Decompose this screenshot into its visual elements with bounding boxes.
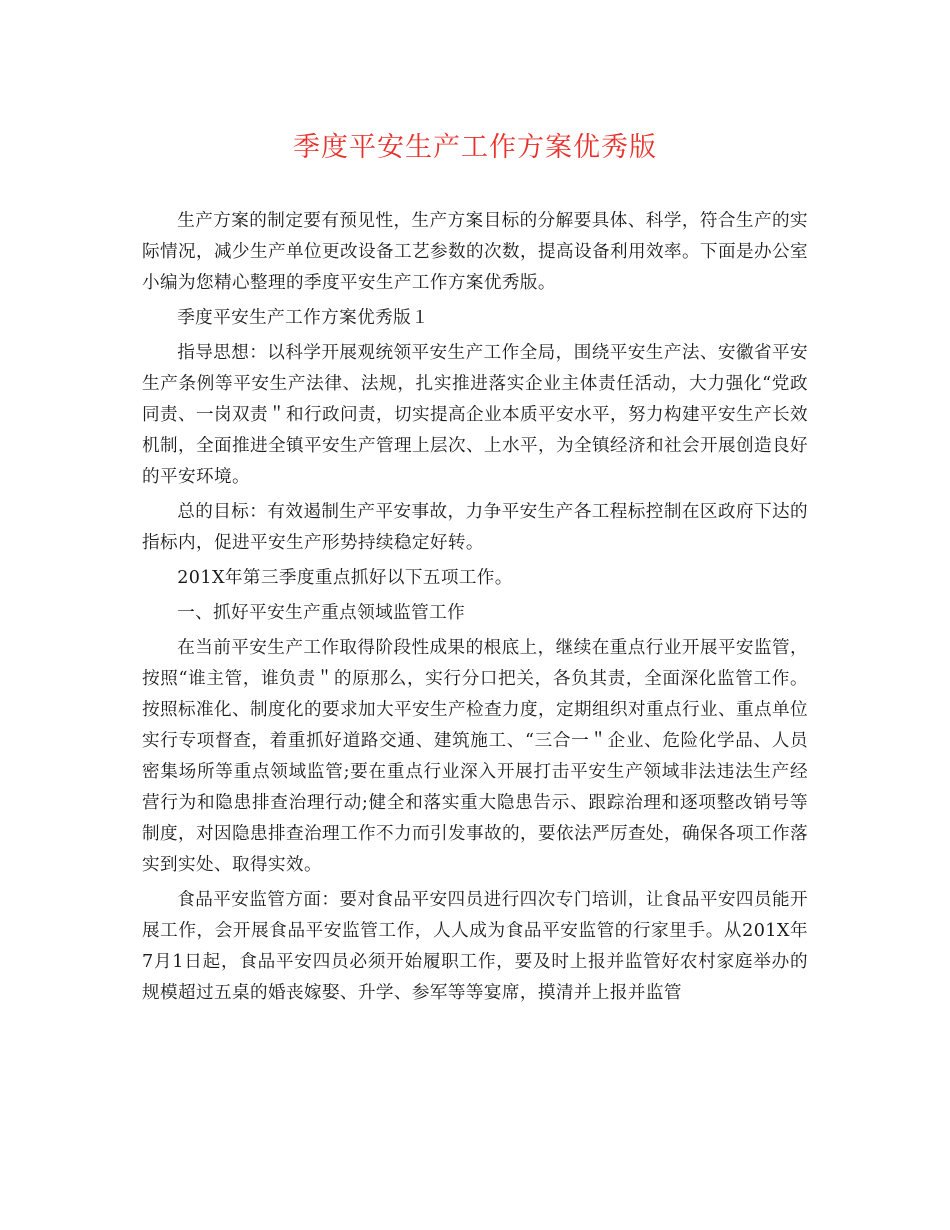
document-body	[142, 206, 808, 1013]
paragraph-intro: 生产方案的制定要有预见性，生产方案目标的分解要具体、科学，符合生产的实际情况，减少生产单位更改设备工艺参数的次数，提高设备利用效率。下面是办公室小编为您精心整理的季度平安生产工作方案优秀版。	[142, 211, 808, 293]
paragraph-guiding-ideology: 指导思想：以科学开展观统领平安生产工作全局，围绕平安生产法、安徽省平安生产条例等平安生产法律、法规，扎实推进落实企业主体责任活动，大力强化“党政同责、一岗双责＂和行政问责，切实提高企业本质平安水平，努力构建平安生产长效机制，全面推进全镇平安生产管理上层次、上水平，为全镇经济和社会开展创造良好的平安环境。	[142, 343, 808, 487]
paragraph-food-safety: 食品平安监管方面：要对食品平安四员进行四次专门培训，让食品平安四员能开展工作，会开展食品平安监管工作，人人成为食品平安监管的行家里手。从201X年7月1日起，食品平安四员必须开始履职工作，要及时上报并监管好农村家庭举办的规模超过五桌的婚丧嫁娶、升学、参军等等宴席，摸清并上报并监管	[142, 890, 808, 1003]
paragraph-supervision: 在当前平安生产工作取得阶段性成果的根底上，继续在重点行业开展平安监管，按照“谁主管，谁负责＂的原那么，实行分口把关，各负其责，全面深化监管工作。按照标准化、制度化的要求加大平安生产检查力度，定期组织对重点行业、重点单位实行专项督查，着重抓好道路交通、建筑施工、“三合一＂企业、危险化学品、人员密集场所等重点领域监管;要在重点行业深入开展打击平安生产领域非法违法生产经营行为和隐患排查治理行动;健全和落实重大隐患告示、跟踪治理和逐项整改销号等制度，对因隐患排查治理工作不力而引发事故的，要依法严厉查处，确保各项工作落实到实处、取得实效。	[142, 638, 808, 875]
paragraph-overall-goal: 总的目标：有效遏制生产平安事故，力争平安生产各工程标控制在区政府下达的指标内，促进平安生产形势持续稳定好转。	[142, 502, 808, 553]
paragraph-subheading-1: 一、抓好平安生产重点领域监管工作	[177, 603, 466, 623]
paragraph-quarter-focus: 201X年第三季度重点抓好以下五项工作。	[177, 568, 513, 588]
paragraph-section-heading: 季度平安生产工作方案优秀版１	[177, 308, 430, 328]
document-title: 季度平安生产工作方案优秀版	[293, 132, 657, 163]
